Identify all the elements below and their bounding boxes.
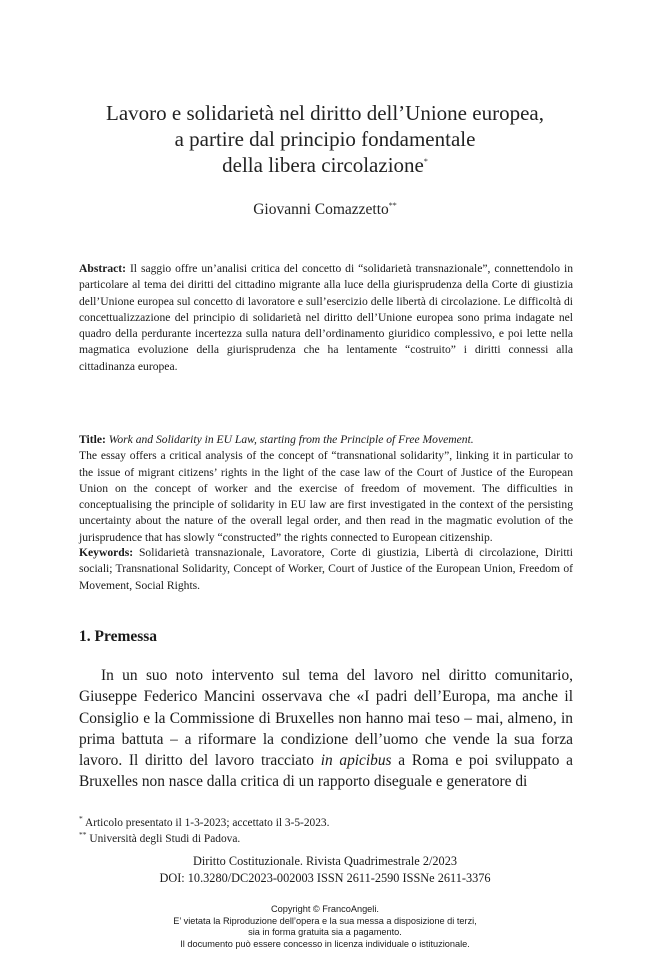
keywords: Keywords: Solidarietà transnazionale, Lavoratore, Corte di giustizia, Libertà di circolazione, Diritti sociali; Transnational Solidarity, Concept of Worker, Court of Justice of the European Union, Freedom of Movement, Social Rights.: [79, 546, 573, 592]
copyright-line-4: Il documento può essere concesso in licenza individuale o istituzionale.: [180, 938, 470, 949]
paper-title: [0, 100, 650, 178]
footnote-1: [79, 816, 573, 832]
footnotes: [79, 816, 573, 847]
journal-info: [0, 853, 650, 886]
body-paragraph: [79, 665, 573, 793]
title-line-3-text: della libera circolazione: [222, 153, 424, 177]
journal-line-1: Diritto Costituzionale. Rivista Quadrimestrale 2/2023: [193, 854, 457, 868]
copyright-line-2: E’ vietata la Riproduzione dell’opera e la sua messa a disposizione di terzi,: [173, 915, 477, 926]
english-title-text: Work and Solidarity in EU Law, starting from the Principle of Free Movement.: [108, 433, 474, 446]
footnote-1-text: Articolo presentato il 1-3-2023; accettato il 3-5-2023.: [84, 817, 330, 829]
copyright-notice: [0, 904, 650, 950]
keywords-text: Solidarietà transnazionale, Lavoratore, Corte di giustizia, Libertà di circolazione, Diritti sociali; Transnational Solidarity, Concept of Worker, Court of Justice of the European Union, Freedom of Movement, Social Rights.: [79, 546, 573, 592]
footnote-2-text: Università degli Studi di Padova.: [89, 832, 241, 845]
section-heading: 1. Premessa: [79, 628, 158, 645]
abstract-text: Il saggio offre un’analisi critica del concetto di “solidarietà transnazionale”, connettendolo in particolare al tema dei diritti del cittadino migrante alla luce della giurisprudenza della Corte di giustizia dell’Unione europea sul concetto di lavoratore e sull’esercizio delle libertà di circolazione. Le difficoltà di concettualizzazione del principio di solidarietà nel diritto dell’Unione europea sono prima indagate nel quadro della perdurante incertezza sulla natura dell’ordinamento giuridico complessivo, e poi lette nella magmatica evoluzione della giurisprudenza che ha lentamente “costruito” i diritti connessi alla cittadinanza europea.: [79, 262, 573, 373]
footnote-2-mark: **: [79, 829, 87, 839]
title-line-3: [0, 152, 650, 178]
abstract-label: Abstract:: [79, 262, 127, 275]
footnote-1-mark: *: [79, 814, 83, 824]
title-line-2: a partire dal principio fondamentale: [174, 127, 476, 151]
title-line-1: Lavoro e solidarietà nel diritto dell’Unione europea,: [106, 101, 544, 125]
english-abstract-text: The essay offers a critical analysis of the concept of “transnational solidarity”, linking it in particular to the issue of migrant citizens’ rights in the light of the case law of the Court of Justice of the European Union on the concept of worker and the exercise of freedom of movement. The difficulties in conceptualising the principle of solidarity in EU law are first investigated in the context of the persisting uncertainty about the nature of the overall legal order, and then read in the magmatic evolution of the jurisprudence that has slowly “constructed” the rights connected to European citizenship.: [79, 449, 573, 544]
english-title-label: Title: [79, 433, 102, 446]
journal-doi: DOI: 10.3280/DC2023-002003 ISSN 2611-2590 ISSNe 2611-3376: [159, 870, 491, 885]
abstract-english: Title: Work and Solidarity in EU Law, starting from the Principle of Free Movement. The essay offers a critical analysis of the concept of “transnational solidarity”, linking it in particular to the issue of migrant citizens’ rights in the light of the case law of the Court of Justice of the European Union on the concept of worker and the exercise of freedom of movement. The difficulties in conceptualising the principle of solidarity in EU law are first investigated in the context of the persisting uncertainty about the nature of the overall legal order, and then read in the magmatic evolution of the jurisprudence that has slowly “constructed” the rights connected to European citizenship.: [79, 433, 573, 544]
title-footnote-mark: *: [423, 157, 428, 166]
copyright-line-1: Copyright © FrancoAngeli.: [271, 904, 379, 914]
paragraph-1: [79, 665, 573, 793]
author-name-text: Giovanni Comazzetto: [253, 201, 389, 218]
copyright-line-3: sia in forma gratuita sia a pagamento.: [248, 927, 402, 938]
paragraph-italic: in apicibus: [320, 752, 392, 770]
author-name: [0, 201, 650, 219]
abstract-italian: [79, 261, 573, 375]
paragraph-text-a: In un suo noto intervento sul tema del lavoro nel diritto comunitario, Giuseppe Federico Mancini osservava che «I padri dell’Europa, ma anche il Consiglio e la Commissione di Bruxelles non hanno mai teso – mai, almeno, in prima battuta – a riformare la condizione dell’uomo che vende la sua forza lavoro. Il diritto del lavoro tracciato: [79, 667, 573, 770]
author-footnote-mark: **: [388, 200, 397, 210]
keywords-label: Keywords: [79, 546, 130, 559]
footnote-2: [79, 829, 573, 848]
paragraph-text-b: a Roma e poi sviluppato a Bruxelles non nasce dalla critica di un rapporto diseguale e generatore di: [79, 752, 573, 791]
